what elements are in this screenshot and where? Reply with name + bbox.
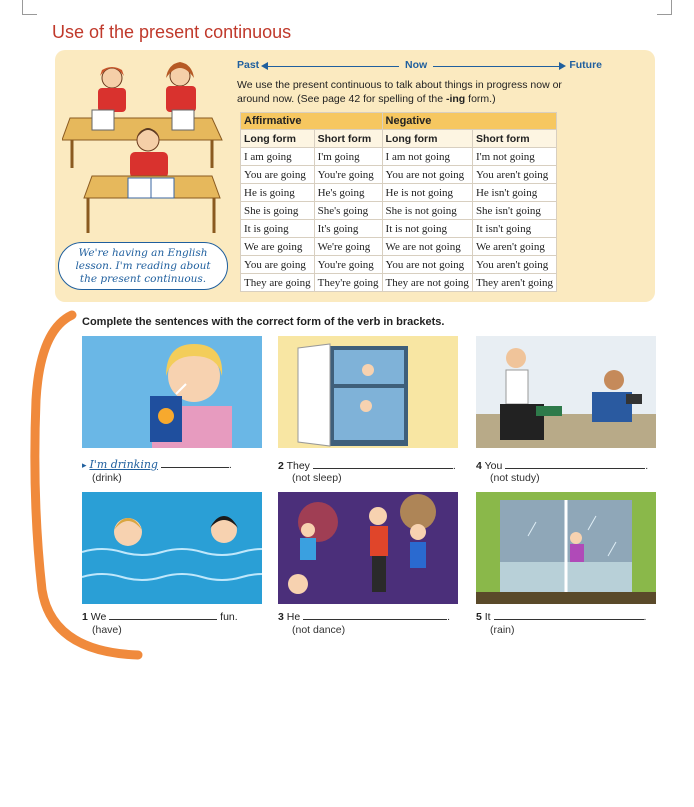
table-cell: She is going (241, 202, 315, 220)
table-cell: They're going (314, 274, 382, 292)
table-row (241, 202, 557, 220)
sentence-end: . (645, 460, 649, 472)
table-cell: They are not going (382, 274, 472, 292)
classroom-illustration (62, 58, 232, 243)
affirmative-header: Affirmative (241, 113, 383, 130)
table-cell: They aren't going (472, 274, 556, 292)
timeline-future-label: Future (569, 59, 602, 71)
item-subject: You (484, 460, 503, 472)
example-answer: I'm drinking (89, 458, 158, 471)
intro-line-2-bold: -ing (445, 93, 466, 105)
column-header: Short form (472, 130, 556, 148)
verb-hint: (not dance) (292, 624, 346, 636)
exercise-item-4 (476, 457, 648, 472)
verb-hint: (have) (92, 624, 122, 636)
exercise-item-5 (476, 608, 646, 623)
item-number: 3 (278, 611, 284, 623)
table-row (241, 148, 557, 166)
table-row (241, 184, 557, 202)
table-cell: She's going (314, 202, 382, 220)
timeline-now-label: Now (405, 59, 428, 71)
table-row (241, 238, 557, 256)
item-subject: He (286, 611, 301, 623)
item-subject: It (484, 611, 491, 623)
page-title: Use of the present continuous (52, 22, 292, 42)
table-cell: It's going (314, 220, 382, 238)
table-cell: We are not going (382, 238, 472, 256)
page-corner-mark-right (657, 0, 672, 15)
intro-line-2-end: form.) (465, 93, 496, 105)
table-header-row (241, 130, 557, 148)
speech-line-3: the present continuous. (79, 273, 207, 285)
verb-hint: (not study) (490, 472, 540, 484)
answer-blank[interactable] (109, 608, 217, 620)
rainy-window-picture (476, 492, 656, 604)
table-cell: It is not going (382, 220, 472, 238)
column-header: Long form (382, 130, 472, 148)
conjugation-table (240, 112, 557, 292)
table-cell: He is not going (382, 184, 472, 202)
students-studying-picture (476, 336, 656, 448)
table-cell: She isn't going (472, 202, 556, 220)
table-row (241, 166, 557, 184)
timeline-line (433, 66, 561, 67)
table-cell: I'm going (314, 148, 382, 166)
table-row (241, 256, 557, 274)
exercise-example (82, 456, 232, 471)
exercise-instructions: Complete the sentences with the correct form of the verb in brackets. (82, 316, 445, 328)
table-cell: You are not going (382, 166, 472, 184)
girl-drinking-picture (82, 336, 262, 448)
table-cell: You're going (314, 256, 382, 274)
table-cell: You are going (241, 256, 315, 274)
table-cell: She is not going (382, 202, 472, 220)
item-subject: We (90, 611, 107, 623)
item-number: 4 (476, 460, 482, 472)
speech-line-2: lesson. I'm reading about (75, 260, 211, 272)
column-header: Short form (314, 130, 382, 148)
table-cell: We aren't going (472, 238, 556, 256)
children-in-bunk-picture (278, 336, 458, 448)
table-cell: It is going (241, 220, 315, 238)
exercise-item-3 (278, 608, 450, 623)
verb-hint: (drink) (92, 472, 122, 484)
speech-bubble (58, 242, 228, 290)
intro-line-2-start: around now. (See page 42 for spelling of the (237, 93, 446, 105)
verb-hint: (rain) (490, 624, 515, 636)
answer-blank[interactable] (161, 456, 229, 468)
sentence-end: . (228, 459, 232, 471)
table-cell: You are not going (382, 256, 472, 274)
table-cell: He is going (241, 184, 315, 202)
table-cell: They are going (241, 274, 315, 292)
intro-line-2 (237, 92, 637, 106)
item-number: 1 (82, 611, 88, 623)
speech-line-1: We're having an English (78, 247, 208, 259)
page-corner-mark-left (22, 0, 37, 15)
negative-header: Negative (382, 113, 557, 130)
answer-blank[interactable] (313, 457, 453, 469)
column-header: Long form (241, 130, 315, 148)
example-marker: ▸ (82, 460, 87, 470)
exercise-item-2 (278, 457, 456, 472)
table-cell: You aren't going (472, 166, 556, 184)
timeline-line (263, 66, 399, 67)
verb-hint: (not sleep) (292, 472, 342, 484)
intro-line-1: We use the present continuous to talk about things in progress now or (237, 79, 562, 91)
table-cell: He isn't going (472, 184, 556, 202)
table-cell: I'm not going (472, 148, 556, 166)
table-cell: I am not going (382, 148, 472, 166)
timeline-past-label: Past (237, 59, 260, 71)
intro-text (237, 78, 637, 106)
table-cell: It isn't going (472, 220, 556, 238)
timeline (237, 59, 602, 73)
answer-blank[interactable] (494, 608, 644, 620)
table-cell: You are going (241, 166, 315, 184)
table-cell: You aren't going (472, 256, 556, 274)
table-row (241, 274, 557, 292)
sentence-end: . (447, 611, 451, 623)
table-cell: We're going (314, 238, 382, 256)
arrow-right-icon (559, 62, 566, 70)
table-cell: We are going (241, 238, 315, 256)
table-group-row (241, 113, 557, 130)
item-subject: They (286, 460, 310, 472)
table-row (241, 220, 557, 238)
table-cell: I am going (241, 148, 315, 166)
table-cell: He's going (314, 184, 382, 202)
sentence-end: . (643, 611, 647, 623)
children-swimming-picture (82, 492, 262, 604)
party-dancing-picture (278, 492, 458, 604)
item-number: 5 (476, 611, 482, 623)
answer-blank[interactable] (505, 457, 645, 469)
answer-blank[interactable] (303, 608, 447, 620)
table-cell: You're going (314, 166, 382, 184)
item-number: 2 (278, 460, 284, 472)
exercise-item-1 (82, 608, 238, 623)
sentence-end: . (452, 460, 456, 472)
sentence-end: fun. (220, 611, 238, 623)
